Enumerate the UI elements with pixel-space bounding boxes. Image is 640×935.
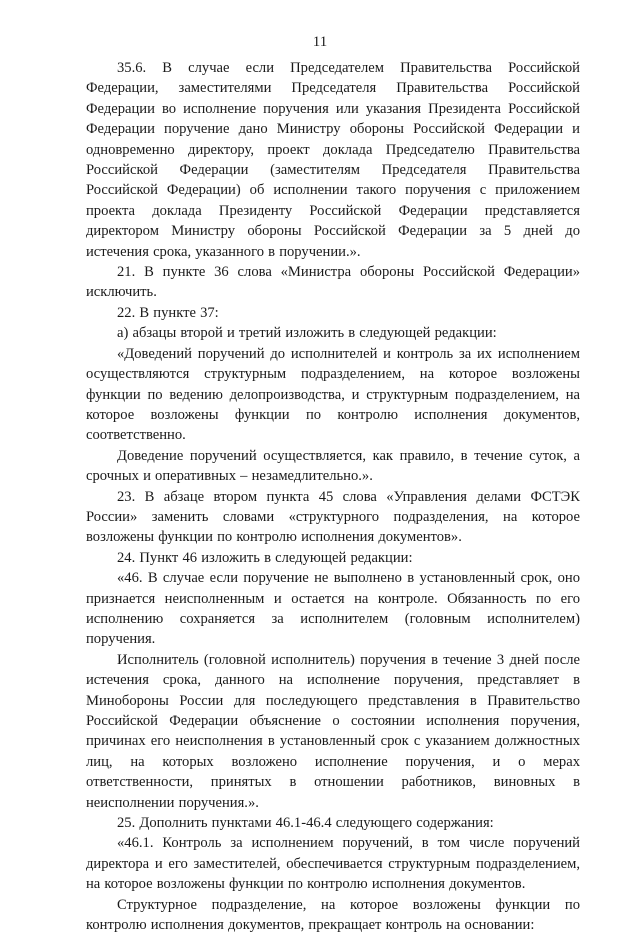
paragraph-delivery-terms: Доведение поручений осуществляется, как правило, в течение суток, а срочных и оперативных – незамедлительно.». [86,447,580,485]
paragraph-22: 22. В пункте 37: [117,304,219,321]
paragraph-22-a: а) абзацы второй и третий изложить в следующей редакции: [117,325,497,342]
paragraph-35-6: 35.6. В случае если Председателем Правительства Российской Федерации, заместителями Председателя Правительства Российской Федерации во исполнение поручения или указания Президента Российской Федерации поручение дано Министру обороны Российской Федерации и одновременно директору, проект доклада Председателю Правительства Российской Федерации (заместителям Председателя Правительства Российской Федерации) об исполнении такого поручения с приложением проекта доклада Президенту Российской Федерации представляется директором Министру обороны Российской Федерации за 5 дней до истечения срока, указанного в поручении.». [86,60,580,260]
paragraph-21: 21. В пункте 36 слова «Министра обороны Российской Федерации» исключить. [86,264,580,301]
paragraph-23: 23. В абзаце втором пункта 45 слова «Управления делами ФСТЭК России» заменить словами «структурного подразделения, на которое возложены функции по контролю исполнения документов». [86,488,580,546]
page-number: 11 [312,34,328,50]
paragraph-quote-delivery: «Доведений поручений до исполнителей и контроль за их исполнением осуществляются структурным подразделением, на которое возложены функции по ведению делопроизводства, и структурным подразделением, на которое возложены функции по контролю исполнения документов, соответственно. [86,345,580,444]
paragraph-24: 24. Пункт 46 изложить в следующей редакции: [117,549,413,566]
paragraph-executor: Исполнитель (головной исполнитель) поручения в течение 3 дней после истечения срока, данного на исполнение поручения, представляет в Минобороны России для последующего представления в Правительство Российской Федерации объяснение о состоянии исполнения поручения, причинах его неисполнения в установленный срок с указанием должностных лиц, на которых возложено исполнение поручения, и о мерах ответственности, принятых в отношении работников, виновных в неисполнении поручения.». [86,651,580,811]
paragraph-46-1: «46.1. Контроль за исполнением поручений, в том числе поручений директора и его заместителей, обеспечивается структурным подразделением, на которое возложены функции по контролю исполнения документов. [86,835,580,893]
paragraph-25: 25. Дополнить пунктами 46.1-46.4 следующего содержания: [117,815,494,832]
paragraph-46: «46. В случае если поручение не выполнено в установленный срок, оно признается неисполненным и остается на контроле. Обязанность по его исполнению сохраняется за исполнителем (головным исполнителем) поручения. [86,570,580,648]
document-body [86,58,580,935]
paragraph-control-termination: Структурное подразделение, на которое возложены функции по контролю исполнения документов, прекращает контроль на основании: [86,896,580,934]
